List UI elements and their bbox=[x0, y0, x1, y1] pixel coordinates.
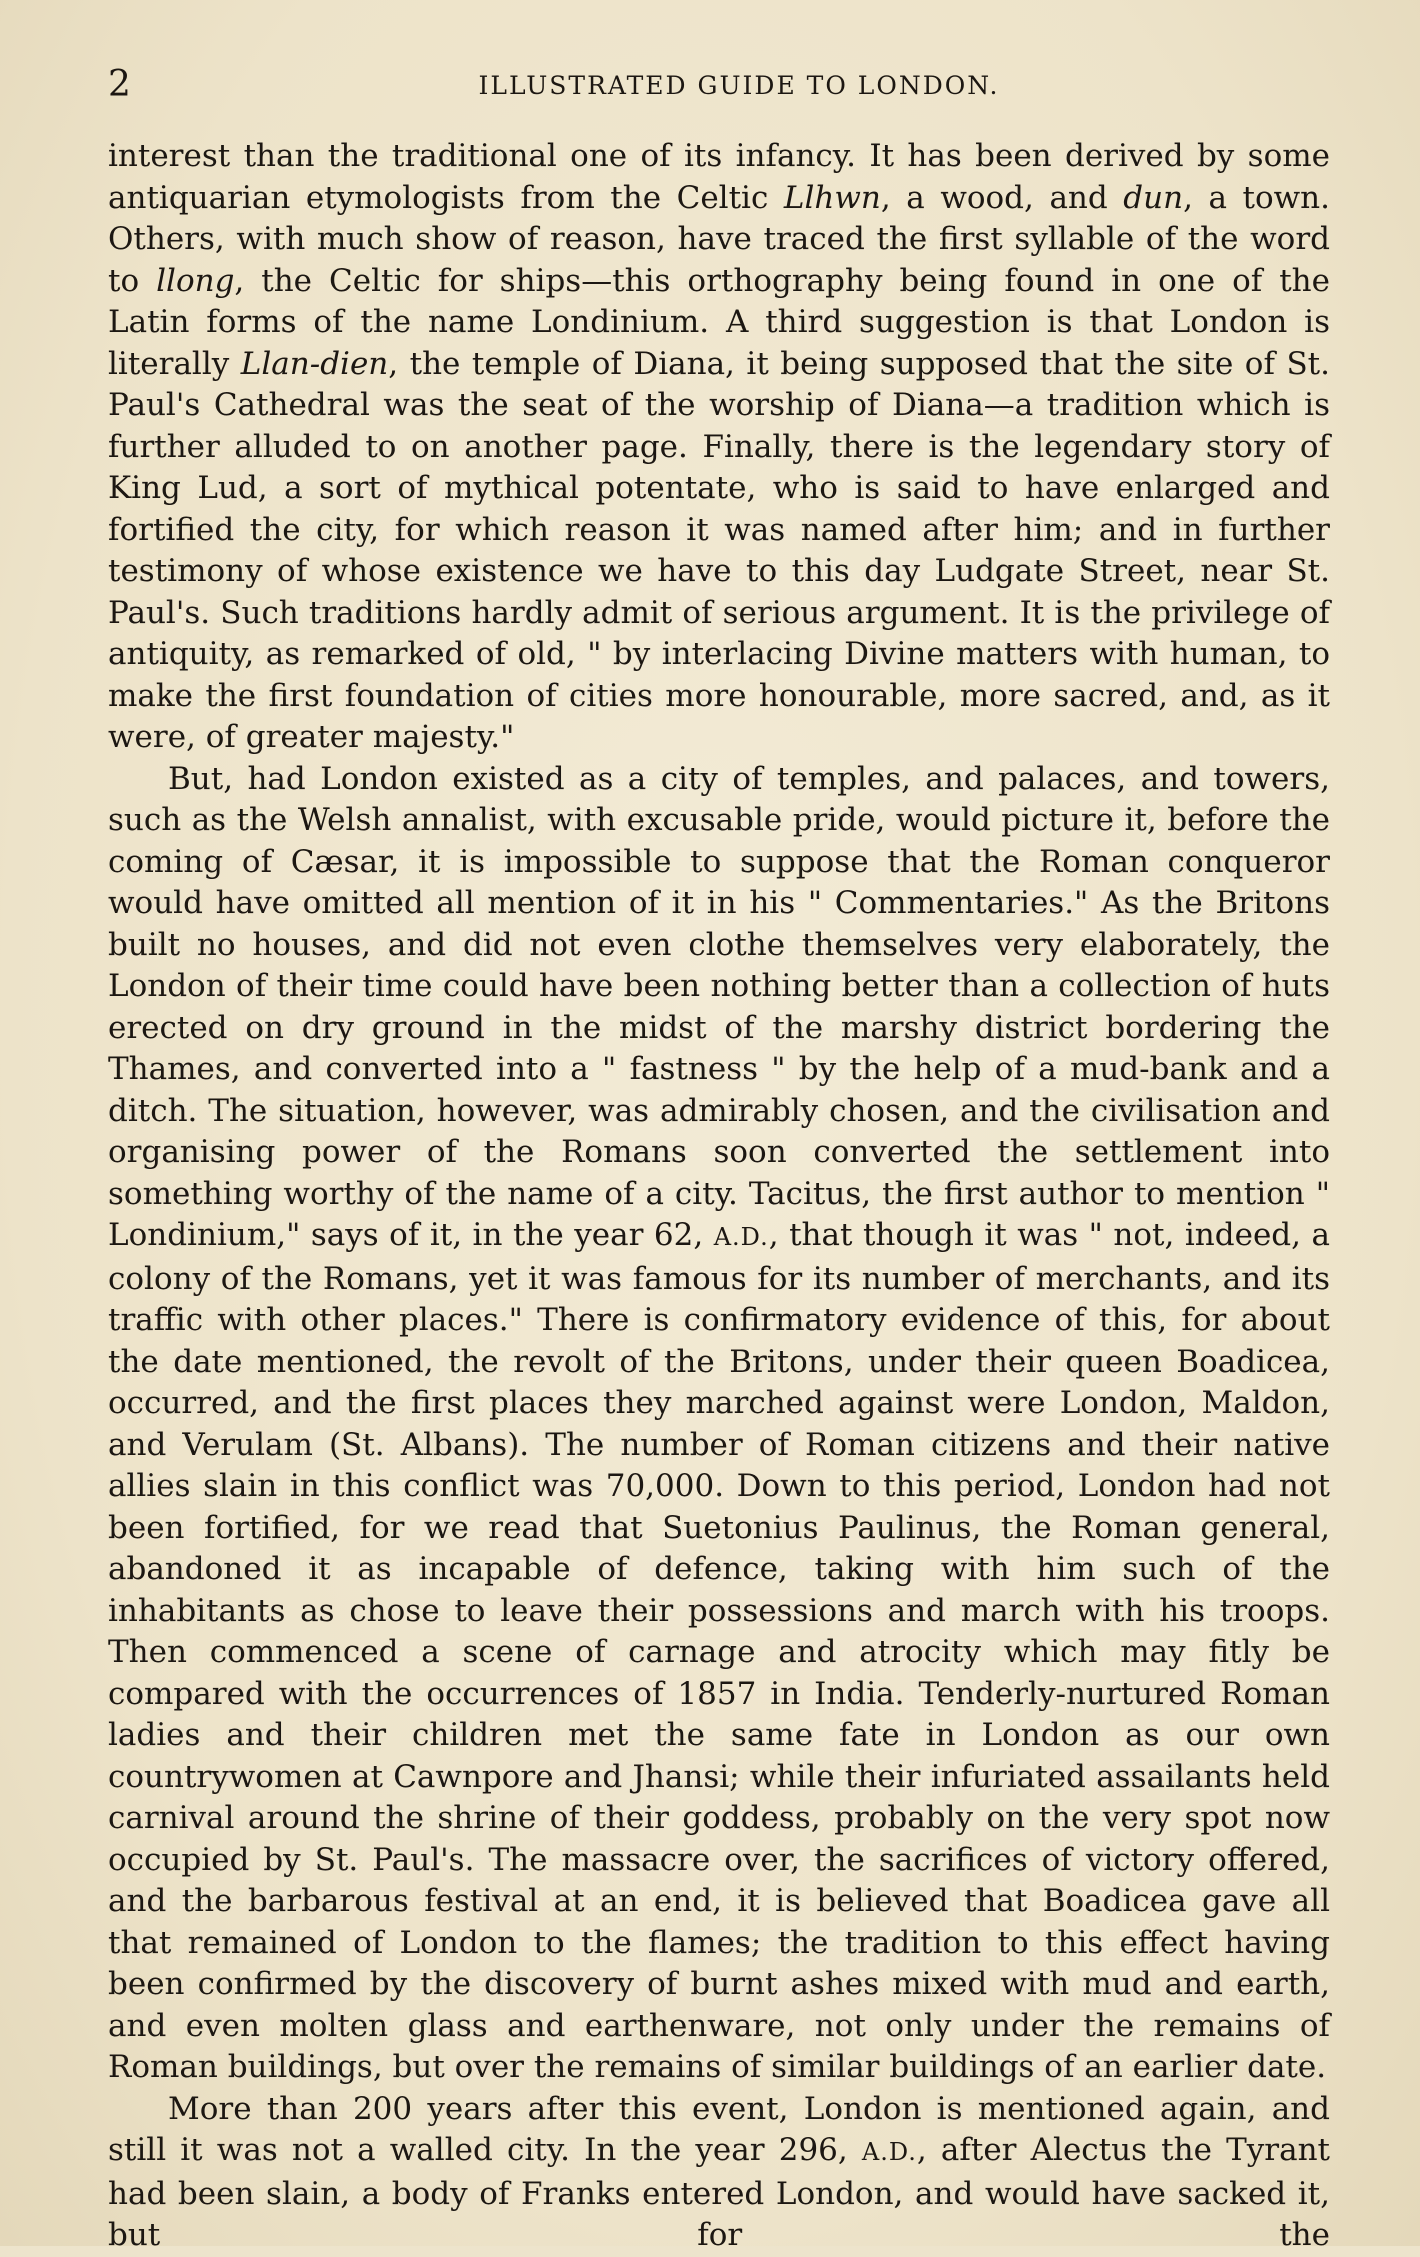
running-title: ILLUSTRATED GUIDE TO LONDON. bbox=[478, 71, 1000, 100]
page-header bbox=[108, 60, 1330, 110]
paragraph-3: More than 200 years after this event, London is mentioned again, and still it was not a walled city. In the year 296, A.D., after Alectus the Tyrant had been slain, a body of Franks entered London, and would have sacked it, but for the bbox=[108, 2090, 1330, 2253]
page-number: 2 bbox=[108, 64, 131, 105]
body-text bbox=[108, 136, 1330, 2257]
paragraph-2: But, had London existed as a city of temples, and palaces, and towers, such as the Welsh annalist, with excusable pride, would picture it, before the coming of Cæsar, it is impossible to suppose that the Roman conqueror would have omitted all mention of it in his " Commentaries." As the Britons built no houses, and did not even clothe themselves very elaborately, the London of their time could have been nothing better than a collection of huts erected on dry ground in the midst of the marshy district bordering the Thames, and converted into a " fastness " by the help of a mud-bank and a ditch. The situation, however, was admirably chosen, and the civilisation and organising power of the Romans soon converted the settlement into something worthy of the name of a city. Tacitus, the first author to mention " Londinium," says of it, in the year 62, A.D., that though it was " not, indeed, a colony of the Romans, yet it was famous for its number of merchants, and its traffic with other places." There is confirmatory evidence of this, for about the date mentioned, the revolt of the Britons, under their queen Boadicea, occurred, and the first places they marched against were London, Maldon, and Verulam (St. Albans). The number of Roman citizens and their native allies slain in this conflict was 70,000. Down to this period, London had not been fortified, for we read that Suetonius Paulinus, the Roman general, abandoned it as incapable of defence, taking with him such of the inhabitants as chose to leave their possessions and march with his troops. Then commenced a scene of carnage and atrocity which may fitly be compared with the occurrences of 1857 in India. Tenderly-nurtured Roman ladies and their children met the same fate in London as our own countrywomen at Cawnpore and Jhansi; while their infuriated assailants held carnival around the shrine of their goddess, probably on the very spot now occupied by St. Paul's. The massacre over, the sacrifices of victory offered, and the barbarous festival at an end, it is believed that Boadicea gave all that remained of London to the flames; the tradition to this effect having been confirmed by the discovery of burnt ashes mixed with mud and earth, and even molten glass and earthenware, not only under the remains of Roman buildings, but over the remains of similar buildings of an earlier date. bbox=[108, 760, 1330, 2085]
paragraph-1: interest than the traditional one of its infancy. It has been derived by some antiquarian etymologists from the Celtic Llhwn, a wood, and dun, a town. Others, with much show of reason, have traced the first syllable of the word to llong, the Celtic for ships—this orthography being found in one of the Latin forms of the name Londinium. A third suggestion is that London is literally Llan-dien, the temple of Diana, it being supposed that the site of St. Paul's Cathedral was the seat of the worship of Diana—a tradition which is further alluded to on another page. Finally, there is the legendary story of King Lud, a sort of mythical potentate, who is said to have enlarged and fortified the city, for which reason it was named after him; and in further testimony of whose existence we have to this day Ludgate Street, near St. Paul's. Such traditions hardly admit of serious argument. It is the privilege of antiquity, as remarked of old, " by interlacing Divine matters with human, to make the first foundation of cities more honourable, more sacred, and, as it were, of greater majesty." bbox=[108, 138, 1331, 755]
